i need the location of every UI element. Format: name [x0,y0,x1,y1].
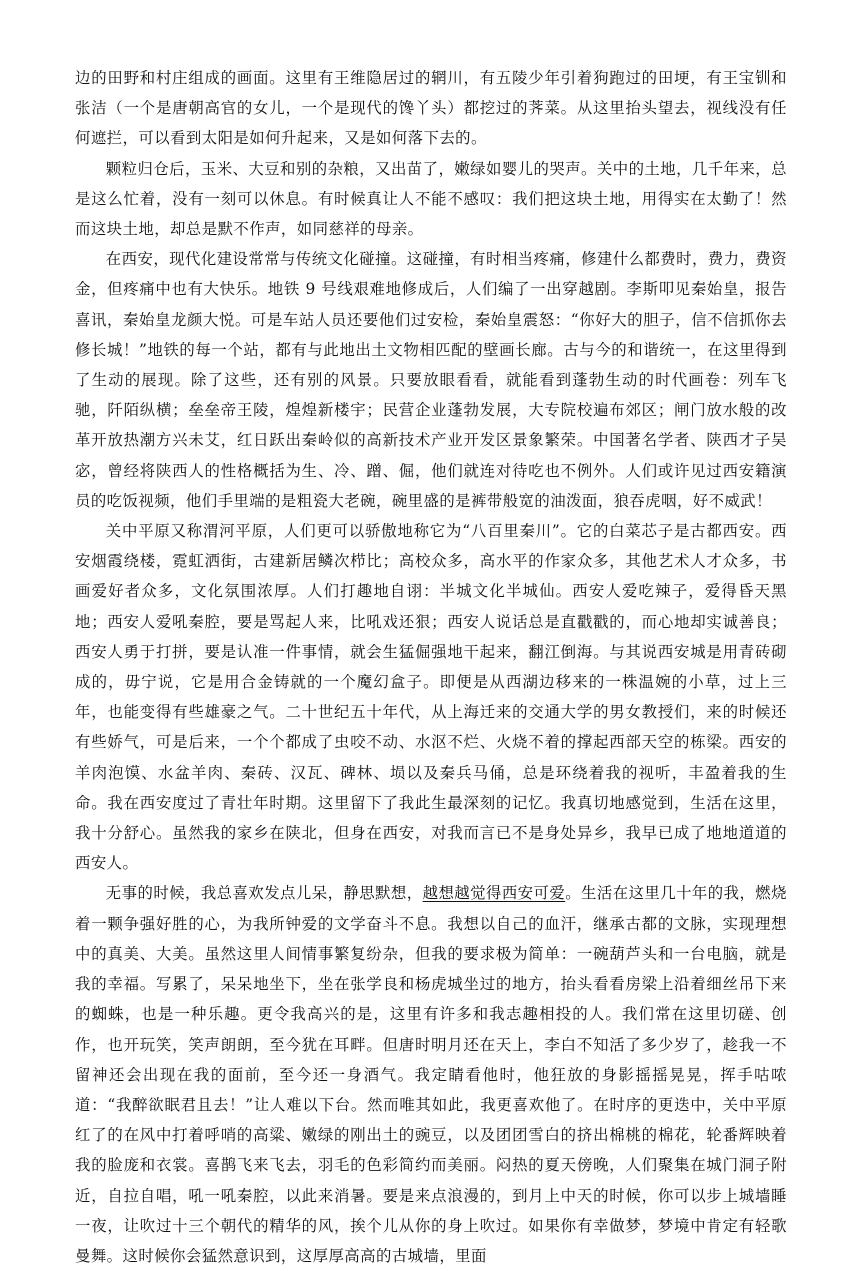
paragraph-2-text: 颗粒归仓后，玉米、大豆和别的杂粮，又出苗了，嫩绿如婴儿的哭声。关中的土地，几千年来，总是这么忙着，没有一刻可以休息。有时候真让人不能不感叹：我们把这块土地，用得实在太勤了！然而这块土地，却总是默不作声，如同慈祥的母亲。 [75,159,787,239]
underlined-phrase: 越想越觉得西安可爱 [422,884,566,903]
paragraph-1 [75,63,787,154]
paragraph-3-text: 在西安，现代化建设常常与传统文化碰撞。这碰撞，有时相当疼痛，修建什么都费时，费力，费资金，但疼痛中也有大快乐。地铁 9 号线艰难地修成后，人们编了一出穿越剧。李斯叩见秦始皇，报告喜讯，秦始皇龙颜大悦。可是车站人员还要他们过安检，秦始皇震怒：“你好大的胆子，信不信抓你去修长城！”地铁的每一个站，都有与此地出土文物相匹配的壁画长廊。古与今的和谐统一，在这里得到了生动的展现。除了这些，还有别的风景。只要放眼看看，就能看到蓬勃生动的时代画卷：列车飞驰，阡陌纵横；垒垒帝王陵，煌煌新楼宇；民营企业蓬勃发展，大专院校遍布郊区；闸门放水般的改革开放热潮方兴未艾，红日跃出秦岭似的高新技术产业开发区景象繁荣。中国著名学者、陕西才子吴宓，曾经将陕西人的性格概括为生、冷、蹭、倔，他们就连对待吃也不例外。人们或许见过西安籍演员的吃饭视频，他们手里端的是粗瓷大老碗，碗里盛的是裤带般宽的油泼面，狼吞虎咽，好不威武！ [75,250,787,510]
paragraph-4 [75,516,787,878]
document-body [75,63,787,1271]
paragraph-2 [75,154,787,245]
paragraph-5-text-end: 。生活在这里几十年的我，燃烧着一颗争强好胜的心，为我所钟爱的文学奋斗不息。我想以自己的血汗，继承古都的文脉，实现理想中的真美、大美。虽然这里人间情事繁复纷杂，但我的要求极为简单：一碗葫芦头和一台电脑，就是我的幸福。写累了，呆呆地坐下，坐在张学良和杨虎城坐过的地方，抬头看看房梁上沿着细丝吊下来的蜘蛛，也是一种乐趣。更令我高兴的是，这里有许多和我志趣相投的人。我们常在这里切磋、创作，也开玩笑，笑声朗朗，至今犹在耳畔。但唐时明月还在天上，李白不知活了多少岁了，趁我一不留神还会出现在我的面前，至今还一身酒气。我定睛看他时，他狂放的身影摇摇晃晃，挥手咕哝道：“我醉欲眠君且去！”让人难以下台。然而唯其如此，我更喜欢他了。在时序的更迭中，关中平原红了的在风中打着呼哨的高粱、嫩绿的刚出土的豌豆，以及团团雪白的挤出棉桃的棉花，轮番辉映着我的脸庞和衣裳。喜鹊飞来飞去，羽毛的色彩简约而美丽。闷热的夏天傍晚，人们聚集在城门洞子附近，自拉自唱，吼一吼秦腔，以此来消暑。要是来点浪漫的，到月上中天的时候，你可以步上城墙睡一夜，让吹过十三个朝代的精华的风，挨个儿从你的身上吹过。如果你有幸做梦，梦境中肯定有轻歌曼舞。这时候你会猛然意识到，这厚厚高高的古城墙，里面 [75,884,787,1265]
paragraph-1-text: 边的田野和村庄组成的画面。这里有王维隐居过的辋川，有五陵少年引着狗跑过的田埂，有王宝钏和张洁（一个是唐朝高官的女儿，一个是现代的馋丫头）都挖过的荠菜。从这里抬头望去，视线没有任何遮拦，可以看到太阳是如何升起来，又是如何落下去的。 [75,69,787,148]
paragraph-5 [75,878,787,1271]
paragraph-3 [75,244,787,516]
paragraph-5-text-start: 无事的时候，我总喜欢发点儿呆，静思默想， [105,884,423,903]
paragraph-4-text: 关中平原又称渭河平原，人们更可以骄傲地称它为“八百里秦川”。它的白菜芯子是古都西安。西安烟霞绕楼，霓虹洒街，古建新居鳞次栉比；高校众多，高水平的作家众多，其他艺术人才众多，书画爱好者众多，文化氛围浓厚。人们打趣地自诩：半城文化半城仙。西安人爱吃辣子，爱得昏天黑地；西安人爱吼秦腔，要是骂起人来，比吼戏还狠；西安人说话总是直戳戳的，而心地却实诚善良；西安人勇于打拼，要是认准一件事情，就会生猛倔强地干起来，翻江倒海。与其说西安城是用青砖砌成的，毋宁说，它是用合金铸就的一个魔幻盒子。即便是从西湖边移来的一株温婉的小草，过上三年，也能变得有些雄豪之气。二十世纪五十年代，从上海迁来的交通大学的男女教授们，来的时候还有些娇气，可是后来，一个个都成了虫咬不动、水沤不烂、火烧不着的撑起西部天空的栋梁。西安的羊肉泡馍、水盆羊肉、秦砖、汉瓦、碑林、埙以及秦兵马俑，总是环绕着我的视听，丰盈着我的生命。我在西安度过了青壮年时期。这里留下了我此生最深刻的记忆。我真切地感觉到，生活在这里，我十分舒心。虽然我的家乡在陕北，但身在西安，对我而言已不是身处异乡，我早已成了地地道道的西安人。 [75,522,787,873]
